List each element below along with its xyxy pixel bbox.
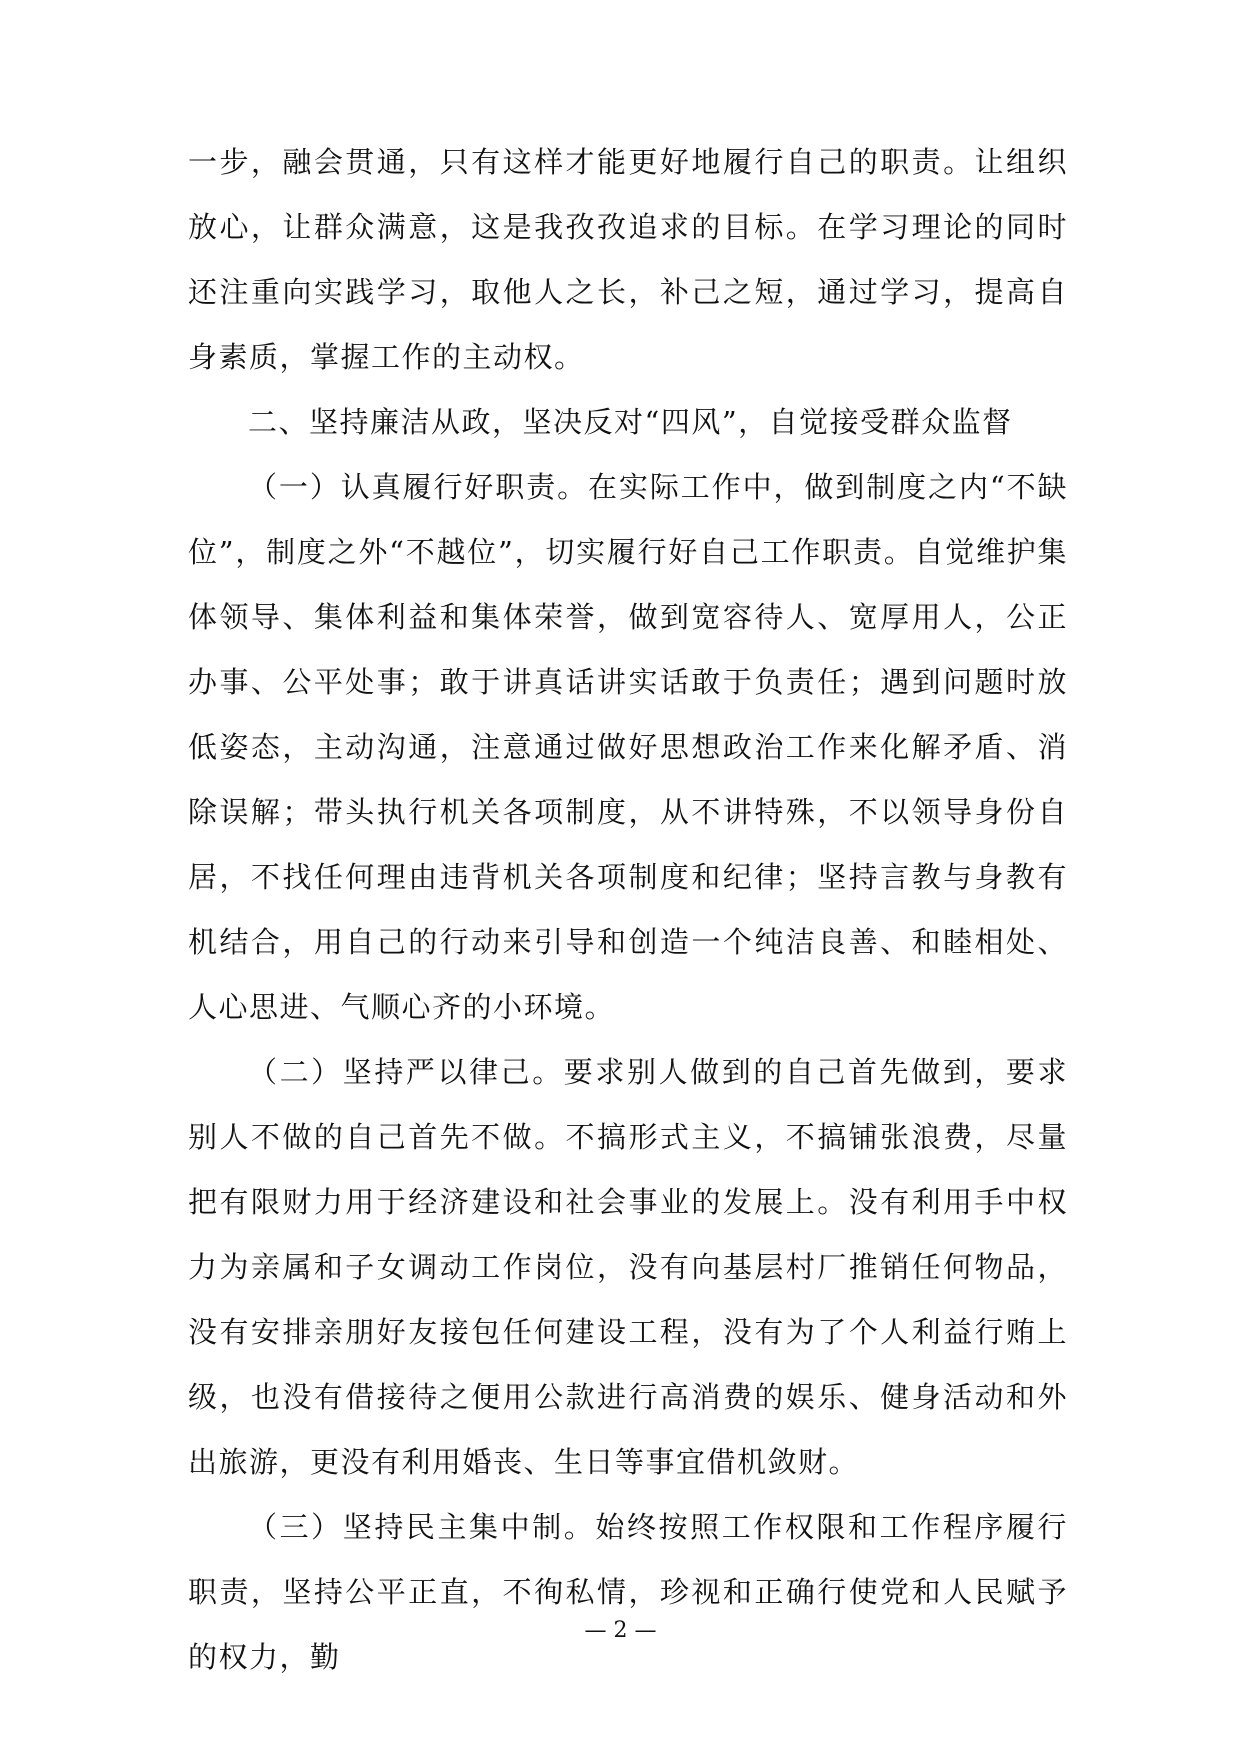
page-number: — 2 — <box>584 1618 657 1643</box>
section-heading: 二、坚持廉洁从政，坚决反对“四风”，自觉接受群众监督 <box>248 405 1013 439</box>
paragraph-continuation: 一步，融会贯通，只有这样才能更好地履行自己的职责。让组织放心，让群众满意，这是我孜孜追求的目标。在学习理论的同时还注重向实践学习，取他人之长，补己之短，通过学习，提高自身素质，掌握工作的主动权。 <box>188 145 1068 374</box>
paragraph-item-3: （三）坚持民主集中制。始终按照工作权限和工作程序履行职责，坚持公平正直，不徇私情，珍视和正确行使党和人民赋予的权力，勤 <box>188 1510 1068 1674</box>
paragraph-item-1: （一）认真履行好职责。在实际工作中，做到制度之内“不缺位”，制度之外“不越位”，切实履行好自己工作职责。自觉维护集体领导、集体利益和集体荣誉，做到宽容待人、宽厚用人，公正办事、公平处事；敢于讲真话讲实话敢于负责任；遇到问题时放低姿态，主动沟通，注意通过做好思想政治工作来化解矛盾、消除误解；带头执行机关各项制度，从不讲特殊，不以领导身份自居，不找任何理由违背机关各项制度和纪律；坚持言教与身教有机结合，用自己的行动来引导和创造一个纯洁良善、和睦相处、人心思进、气顺心齐的小环境。 <box>188 470 1068 1024</box>
document-body <box>188 130 1068 1690</box>
paragraph-item-2: （二）坚持严以律己。要求别人做到的自己首先做到，要求别人不做的自己首先不做。不搞形式主义，不搞铺张浪费，尽量把有限财力用于经济建设和社会事业的发展上。没有利用手中权力为亲属和子女调动工作岗位，没有向基层村厂推销任何物品，没有安排亲朋好友接包任何建设工程，没有为了个人利益行贿上级，也没有借接待之便用公款进行高消费的娱乐、健身活动和外出旅游，更没有利用婚丧、生日等事宜借机敛财。 <box>188 1055 1068 1479</box>
